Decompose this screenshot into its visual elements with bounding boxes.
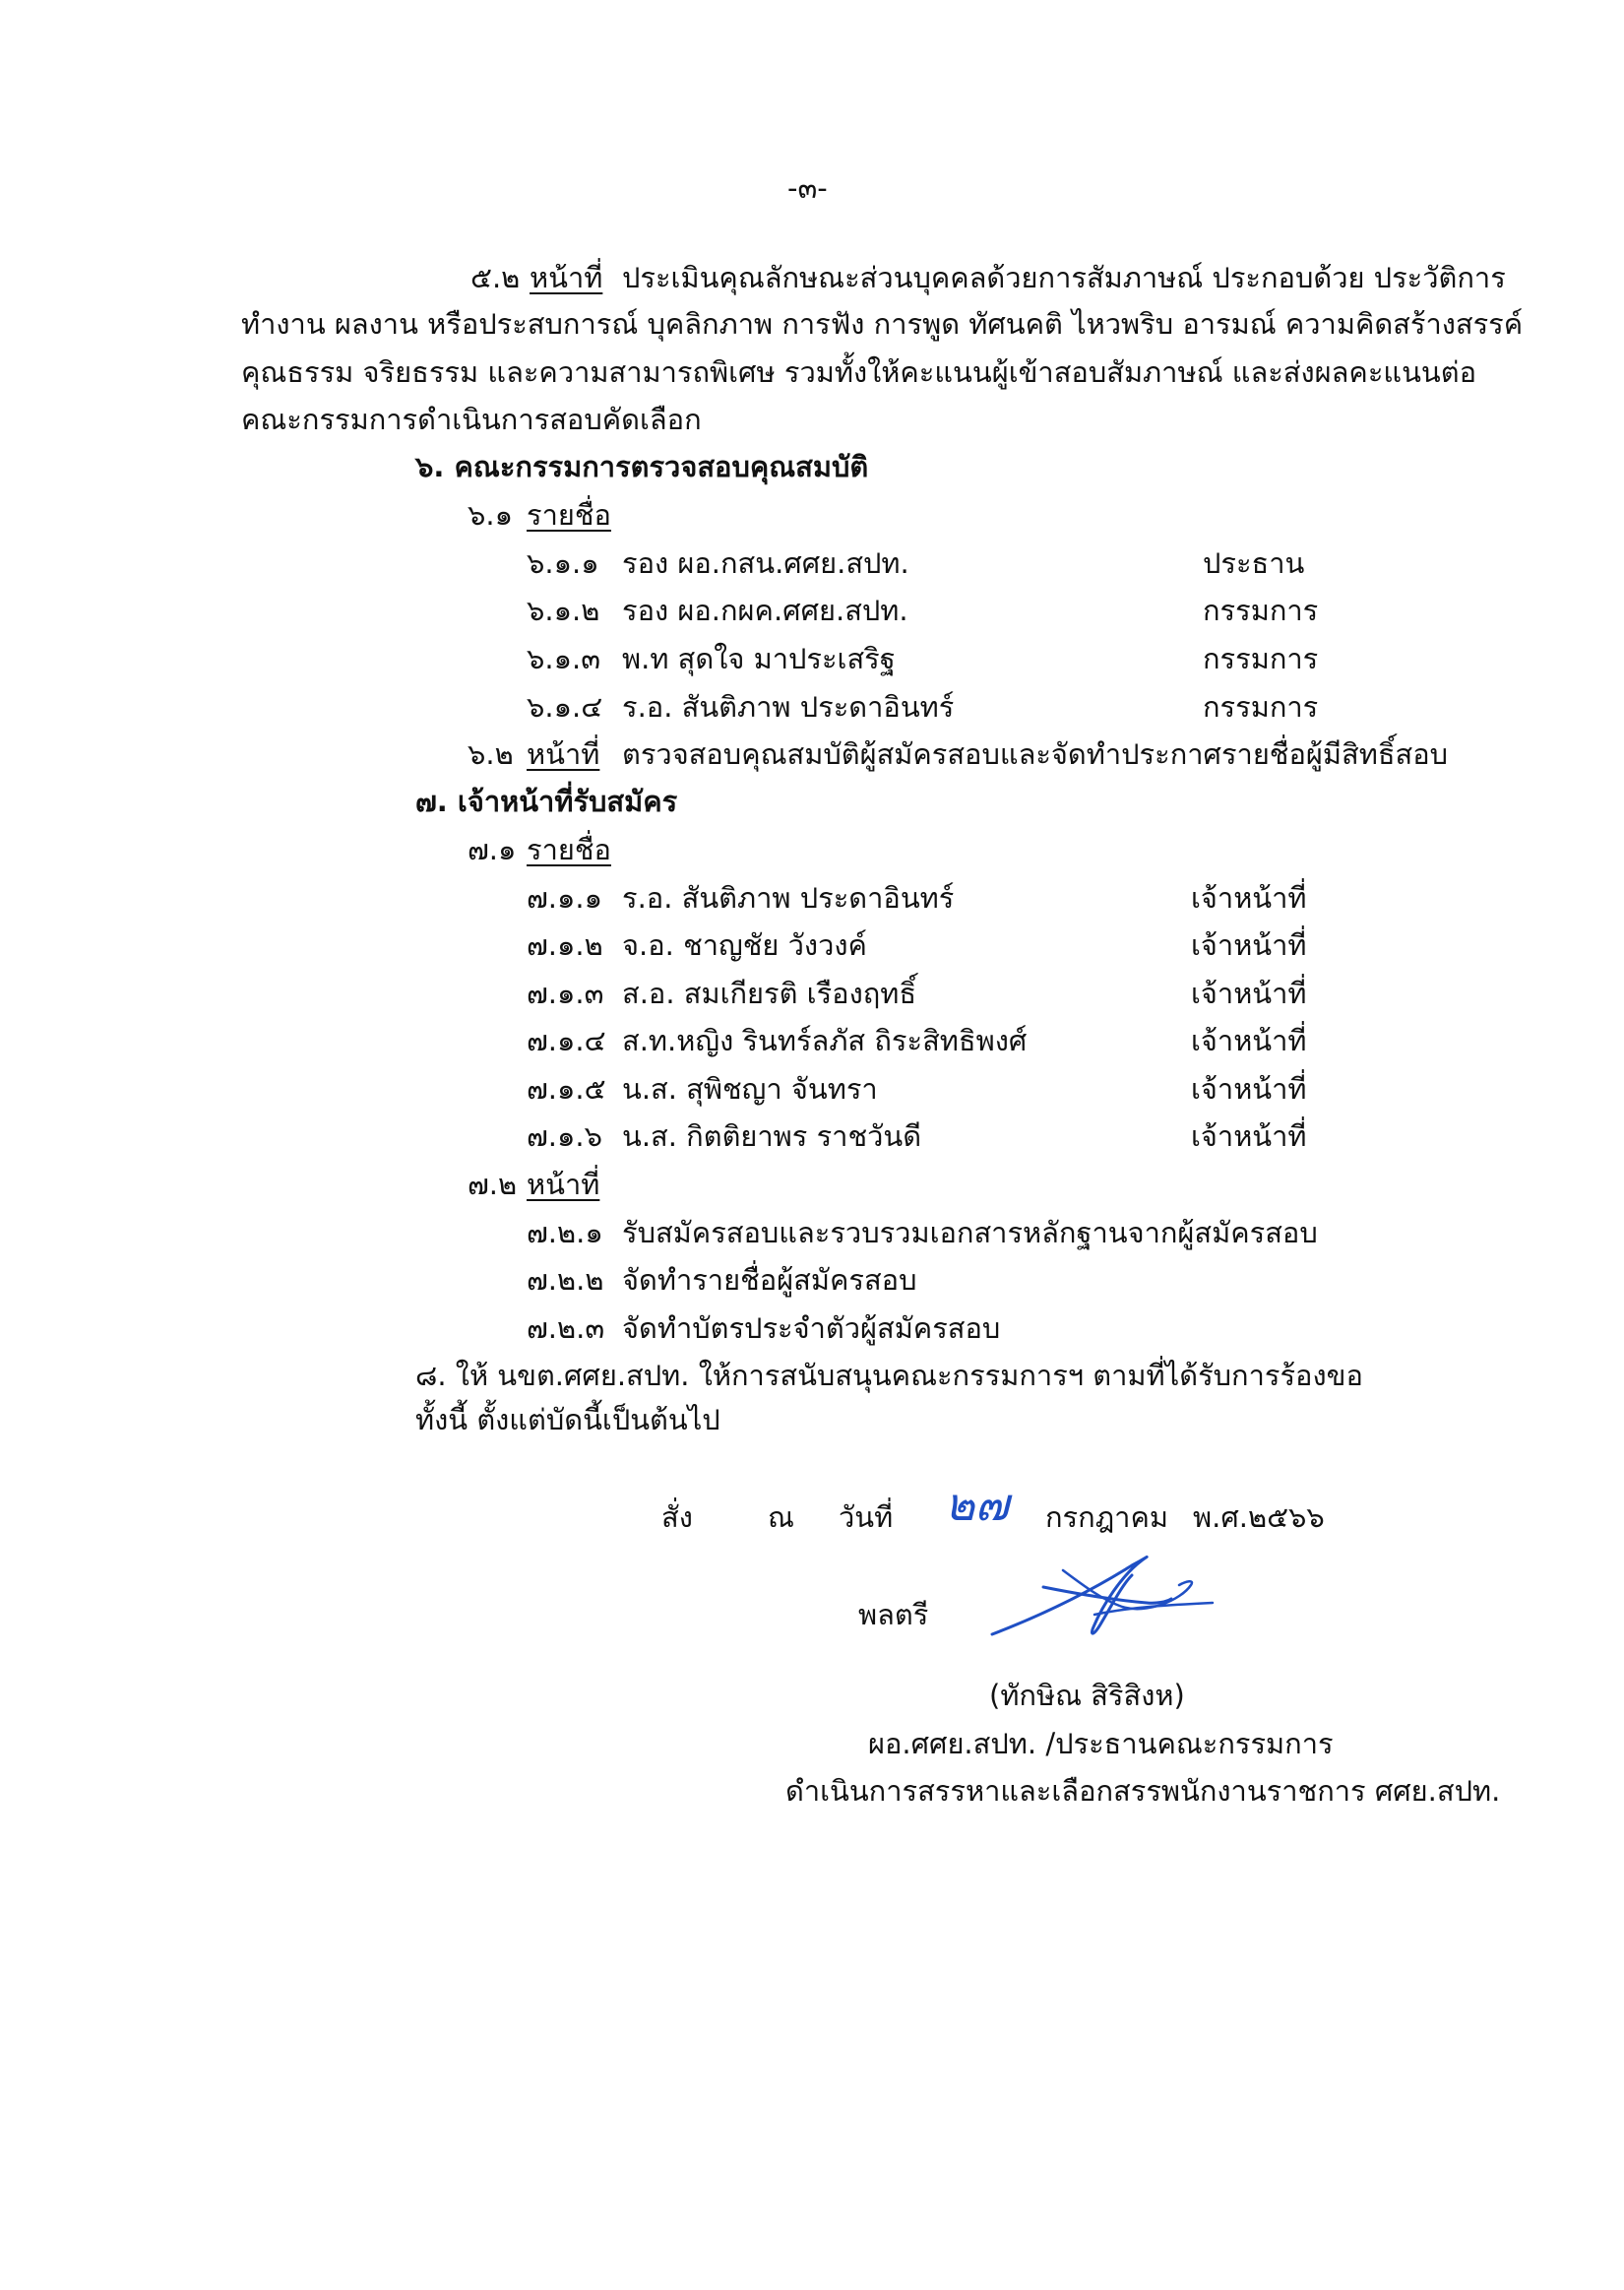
at-word: ณ <box>768 1500 794 1534</box>
sec7-member-number: ๗.๑.๔ <box>527 1024 606 1057</box>
month-text: กรกฎาคม <box>1045 1500 1168 1534</box>
sec7-duty-item-text: จัดทำรายชื่อผู้สมัครสอบ <box>622 1263 917 1297</box>
sec52-line4: คณะกรรมการดำเนินการสอบคัดเลือก <box>241 403 702 436</box>
sec6-list-number: ๖.๑ <box>468 498 514 532</box>
sec8-text: ๘. ให้ นขต.ศศย.สปท. ให้การสนับสนุนคณะกรรมการฯ ตามที่ได้รับการร้องขอ <box>415 1359 1363 1392</box>
signer-position-line1: ผอ.ศศย.สปท. /ประธานคณะกรรมการ <box>868 1727 1334 1760</box>
sec7-duty-item-number: ๗.๒.๓ <box>527 1311 605 1345</box>
sec6-member-role: ประธาน <box>1203 546 1305 580</box>
sec7-duty-item-text: รับสมัครสอบและรวบรวมเอกสารหลักฐานจากผู้สมัครสอบ <box>622 1216 1318 1249</box>
sec7-member-number: ๗.๑.๑ <box>527 881 603 915</box>
signature-mark <box>984 1546 1220 1644</box>
sec52-line2: ทำงาน ผลงาน หรือประสบการณ์ บุคลิกภาพ การฟัง การพูด ทัศนคติ ไหวพริบ อารมณ์ ความคิดสร้างสรรค์ <box>241 307 1524 341</box>
sec6-member-role: กรรมการ <box>1203 690 1319 724</box>
sec52-line3: คุณธรรม จริยธรรม และความสามารถพิเศษ รวมทั้งให้คะแนนผู้เข้าสอบสัมภาษณ์ และส่งผลคะแนนต่อ <box>241 355 1476 389</box>
sec6-duty-text: ตรวจสอบคุณสมบัติผู้สมัครสอบและจัดทำประกาศรายชื่อผู้มีสิทธิ์สอบ <box>622 737 1449 771</box>
sec6-member-number: ๖.๑.๔ <box>527 690 603 724</box>
sec52-line1: ประเมินคุณลักษณะส่วนบุคคลด้วยการสัมภาษณ์ ประกอบด้วย ประวัติการ <box>622 261 1506 294</box>
handwritten-day: ๒๗ <box>945 1478 1009 1531</box>
sec7-heading: ๗. เจ้าหน้าที่รับสมัคร <box>415 785 678 818</box>
sec6-member-role: กรรมการ <box>1203 594 1319 627</box>
sec7-member-number: ๗.๑.๒ <box>527 928 603 962</box>
sec6-member-name: รอง ผอ.กผค.ศศย.สปท. <box>622 594 908 627</box>
sec7-duty-item-number: ๗.๒.๑ <box>527 1216 603 1249</box>
sec7-member-name: ส.ท.หญิง รินทร์ลภัส ถิระสิทธิพงศ์ <box>622 1024 1028 1057</box>
sec7-member-role: เจ้าหน้าที่ <box>1191 1024 1307 1057</box>
sec6-member-role: กรรมการ <box>1203 642 1319 675</box>
sec7-member-name: ร.อ. สันติภาพ ประดาอินทร์ <box>622 881 955 915</box>
sec6-member-number: ๖.๑.๑ <box>527 546 599 580</box>
signer-position-line2: ดำเนินการสรรหาและเลือกสรรพนักงานราชการ ศศย.สปท. <box>785 1774 1501 1808</box>
signer-name: (ทักษิณ สิริสิงห) <box>989 1679 1185 1712</box>
sec52-number: ๕.๒ <box>470 261 521 294</box>
sec6-member-name: รอง ผอ.กสน.ศศย.สปท. <box>622 546 909 580</box>
sec6-member-number: ๖.๑.๒ <box>527 594 600 627</box>
sec7-member-role: เจ้าหน้าที่ <box>1191 977 1307 1010</box>
sec7-duty-number: ๗.๒ <box>468 1168 518 1201</box>
sec7-member-role: เจ้าหน้าที่ <box>1191 881 1307 915</box>
sec6-duty-label: หน้าที่ <box>527 737 600 771</box>
sec7-member-name: น.ส. สุพิชญา จันทรา <box>622 1072 878 1106</box>
sec6-member-number: ๖.๑.๓ <box>527 642 601 675</box>
sec6-list-label: รายชื่อ <box>527 498 611 532</box>
sec7-member-number: ๗.๑.๓ <box>527 977 604 1010</box>
signer-rank: พลตรี <box>858 1598 929 1631</box>
sec7-duty-item-text: จัดทำบัตรประจำตัวผู้สมัครสอบ <box>622 1311 1001 1345</box>
sec7-list-label: รายชื่อ <box>527 833 611 866</box>
year-text: พ.ศ.๒๕๖๖ <box>1193 1500 1325 1534</box>
sec6-heading: ๖. คณะกรรมการตรวจสอบคุณสมบัติ <box>415 450 869 483</box>
sec7-duty-item-number: ๗.๒.๒ <box>527 1263 604 1297</box>
effective-clause: ทั้งนี้ ตั้งแต่บัดนี้เป็นต้นไป <box>415 1403 720 1436</box>
sec6-member-name: พ.ท สุดใจ มาประเสริฐ <box>622 642 896 675</box>
sec7-member-name: จ.อ. ชาญชัย วังวงค์ <box>622 928 867 962</box>
sec52-duty-label: หน้าที่ <box>530 261 603 294</box>
sec7-member-number: ๗.๑.๖ <box>527 1119 603 1153</box>
sec7-list-number: ๗.๑ <box>468 833 517 866</box>
order-word: สั่ง <box>661 1500 693 1534</box>
sec7-member-name: น.ส. กิตติยาพร ราชวันดี <box>622 1119 922 1153</box>
page-number: -๓- <box>787 171 828 205</box>
sec7-member-number: ๗.๑.๕ <box>527 1072 606 1106</box>
sec7-member-role: เจ้าหน้าที่ <box>1191 1119 1307 1153</box>
sec7-member-role: เจ้าหน้าที่ <box>1191 928 1307 962</box>
sec7-member-name: ส.อ. สมเกียรติ เรืองฤทธิ์ <box>622 977 917 1010</box>
sec7-duty-label: หน้าที่ <box>527 1168 600 1201</box>
sec7-member-role: เจ้าหน้าที่ <box>1191 1072 1307 1106</box>
date-word: วันที่ <box>839 1500 894 1534</box>
sec6-duty-number: ๖.๒ <box>468 737 514 771</box>
sec6-member-name: ร.อ. สันติภาพ ประดาอินทร์ <box>622 690 955 724</box>
